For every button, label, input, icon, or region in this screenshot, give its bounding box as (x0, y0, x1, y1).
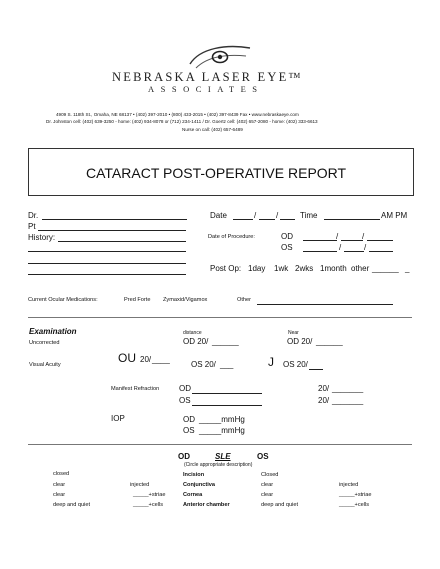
date-separator-2: / (276, 211, 279, 220)
anterior-chamber-od-cells[interactable]: _____+cells (133, 502, 164, 508)
date-year-field[interactable] (280, 219, 295, 220)
section-divider-2 (28, 444, 412, 445)
distance-os-label: OS 20/ (191, 360, 216, 369)
examination-heading: Examination (29, 327, 77, 336)
nurse-line: Nurse on call: (402) 657-6489 (182, 127, 243, 132)
procedure-od-sep-1: / (336, 232, 339, 241)
incision-os-closed[interactable]: Closed (261, 472, 279, 478)
incision-label: Incision (183, 472, 205, 478)
time-field[interactable] (324, 219, 380, 220)
medications-label: Current Ocular Medications: (28, 297, 98, 303)
mr-20-label-1: 20/ (318, 384, 330, 393)
post-op-2wks[interactable]: 2wks (295, 264, 314, 273)
procedure-os-sep-1: / (339, 243, 342, 252)
mr-od-label: OD (179, 384, 191, 393)
cornea-od-clear[interactable]: clear (53, 492, 66, 498)
date-separator-1: / (254, 211, 257, 220)
eye-logo-icon (186, 42, 254, 72)
mr-20-field-1[interactable]: _______ (332, 384, 364, 393)
history-label: History: (28, 233, 56, 242)
post-op-label: Post Op: (210, 264, 242, 273)
procedure-od-field-2[interactable] (341, 240, 363, 241)
near-os-label: OS 20/ (283, 360, 308, 369)
ampm-label: AM PM (381, 211, 408, 220)
anterior-chamber-label: Anterior chamber (183, 502, 230, 508)
post-op-1day[interactable]: 1day (248, 264, 266, 273)
near-label: Near (288, 330, 299, 336)
logo-subtitle: ASSOCIATES (148, 84, 264, 94)
manifest-refraction-label: Manifest Refraction (111, 386, 160, 392)
iop-os-field[interactable]: _____mmHg (199, 426, 245, 435)
medication-zymaxid-vigamox[interactable]: Zymaxid/Vigamox (163, 297, 208, 303)
near-od-field[interactable]: ______ (316, 337, 343, 346)
date-of-procedure-label: Date of Procedure: (208, 234, 255, 240)
cornea-os-striae[interactable]: _____+striae (339, 492, 372, 498)
procedure-os-label: OS (281, 243, 293, 252)
history-field-2[interactable] (28, 251, 186, 252)
mr-20-field-2[interactable]: _______ (332, 396, 364, 405)
procedure-os-sep-2: / (364, 243, 367, 252)
distance-od-field[interactable]: ______ (212, 337, 239, 346)
conjunctiva-od-injected[interactable]: injected (130, 482, 150, 488)
distance-od-label: OD 20/ (183, 337, 209, 346)
ou-20-field[interactable]: ____ (152, 355, 170, 364)
iop-od-label: OD (183, 415, 195, 424)
iop-os-label: OS (183, 426, 195, 435)
ou-20-label: 20/ (140, 355, 152, 364)
mr-od-field[interactable] (192, 393, 262, 394)
ou-label: OU (118, 351, 136, 365)
conjunctiva-os-clear[interactable]: clear (261, 482, 274, 488)
anterior-chamber-od-deep-quiet[interactable]: deep and quiet (53, 502, 91, 508)
cornea-od-striae[interactable]: _____+striae (133, 492, 166, 498)
history-field-4[interactable] (28, 274, 186, 275)
time-label: Time (300, 211, 318, 220)
date-month-field[interactable] (233, 219, 253, 220)
post-op-1month[interactable]: 1month (320, 264, 347, 273)
conjunctiva-od-clear[interactable]: clear (53, 482, 66, 488)
sle-os-heading: OS (257, 452, 269, 461)
address-line: 4909 S. 118th St., Omaha, NE 68137 • (402) 397-2010 • (800) 433-2015 • (402) 397-8439 Fax • www.nebraskaeye.com (56, 112, 299, 117)
incision-od-closed[interactable]: closed (53, 471, 70, 477)
procedure-od-sep-2: / (362, 232, 365, 241)
procedure-os-field-1[interactable] (303, 251, 337, 252)
medication-pred-forte[interactable]: Pred Forte (124, 297, 151, 303)
medication-other-label: Other (237, 297, 251, 303)
conjunctiva-label: Conjunctiva (183, 482, 216, 488)
post-op-trailing-field[interactable]: _ (405, 264, 410, 273)
j-label: J (268, 355, 274, 369)
section-divider-1 (28, 317, 412, 318)
procedure-os-field-2[interactable] (344, 251, 364, 252)
cornea-os-clear[interactable]: clear (261, 492, 274, 498)
post-op-other[interactable]: other (351, 264, 370, 273)
medication-other-field[interactable] (257, 304, 393, 305)
mr-os-label: OS (179, 396, 191, 405)
cornea-label: Cornea (183, 492, 203, 498)
distance-os-field[interactable]: ___ (220, 360, 234, 369)
procedure-od-label: OD (281, 232, 293, 241)
procedure-os-field-3[interactable] (369, 251, 393, 252)
dr-label: Dr. (28, 211, 39, 220)
mr-os-field[interactable] (192, 405, 262, 406)
page-title: CATARACT POST-OPERATIVE REPORT (86, 165, 347, 181)
near-os-field[interactable] (309, 369, 323, 370)
post-op-other-field[interactable]: ______ (372, 264, 399, 273)
dr-field[interactable] (42, 219, 187, 220)
conjunctiva-os-injected[interactable]: injected (339, 482, 359, 488)
sle-heading: SLE (215, 452, 231, 461)
anterior-chamber-os-cells[interactable]: _____+cells (339, 502, 370, 508)
iop-od-field[interactable]: _____mmHg (199, 415, 245, 424)
logo-name: NEBRASKA LASER EYE™ (112, 70, 303, 84)
history-field-3[interactable] (28, 263, 186, 264)
history-field-1[interactable] (58, 241, 186, 242)
visual-acuity-label: Visual Acuity (29, 362, 61, 368)
near-od-label: OD 20/ (287, 337, 313, 346)
sle-instruction: (Circle appropriate description) (184, 462, 253, 468)
pt-field[interactable] (38, 230, 186, 231)
doctors-contact-line: Dr. Johnston cell: (402) 639-3250 - home: (402) 934-8078 or (712) 234-1411 / Dr. Goertz cell: (402) 657-2080 - home: (402) 333-6613 (46, 119, 318, 124)
pt-label: Pt (28, 222, 36, 231)
date-label: Date (210, 211, 227, 220)
iop-label: IOP (111, 414, 125, 423)
post-op-1wk[interactable]: 1wk (274, 264, 289, 273)
sle-od-heading: OD (178, 452, 190, 461)
distance-label: distance (183, 330, 202, 336)
procedure-od-field-3[interactable] (367, 240, 393, 241)
mr-20-label-2: 20/ (318, 396, 330, 405)
anterior-chamber-os-deep-quiet[interactable]: deep and quiet (261, 502, 299, 508)
uncorrected-label: Uncorrected (29, 340, 60, 346)
date-day-field[interactable] (259, 219, 275, 220)
procedure-od-field-1[interactable] (303, 240, 337, 241)
